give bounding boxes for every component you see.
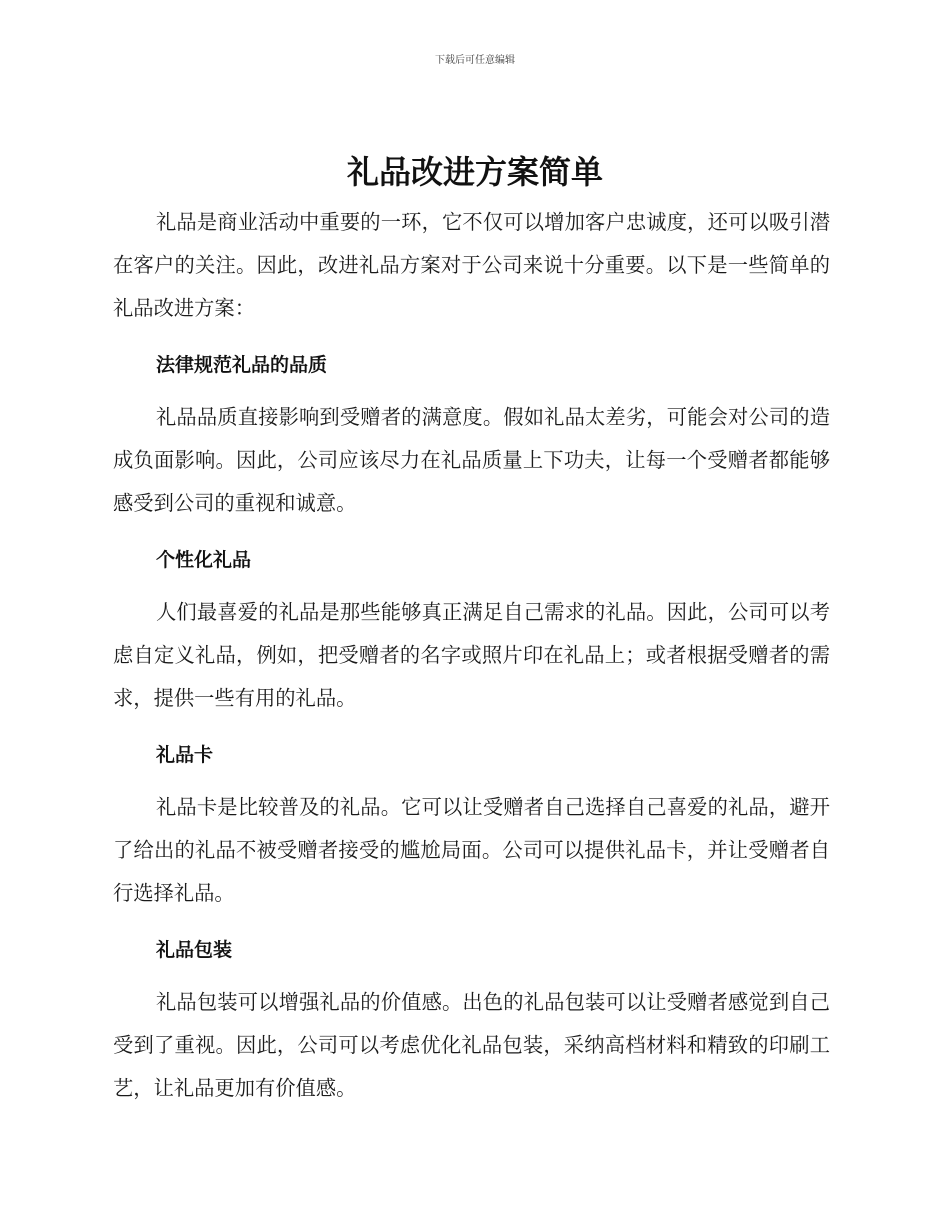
section-body-personalized: 人们最喜爱的礼品是那些能够真正满足自己需求的礼品。因此，公司可以考虑自定义礼品，例如，把受赠者的名字或照片印在礼品上；或者根据受赠者的需求，提供一些有用的礼品。 bbox=[113, 600, 830, 710]
spacer bbox=[113, 720, 830, 734]
section-body-quality: 礼品品质直接影响到受赠者的满意度。假如礼品太差劣，可能会对公司的造成负面影响。因此，公司应该尽力在礼品质量上下功夫，让每一个受赠者都能够感受到公司的重视和诚意。 bbox=[113, 405, 830, 515]
section-heading-packaging: 礼品包装 bbox=[156, 939, 233, 961]
section-body-gift-card: 礼品卡是比较普及的礼品。它可以让受赠者自己选择自己喜爱的礼品，避开了给出的礼品不被受赠者接受的尴尬局面。公司可以提供礼品卡，并让受赠者自行选择礼品。 bbox=[113, 795, 830, 905]
page-header-note: 下载后可任意编辑 bbox=[435, 55, 515, 66]
section-heading-gift-card: 礼品卡 bbox=[156, 744, 214, 766]
section-heading-quality: 法律规范礼品的品质 bbox=[156, 354, 328, 376]
section-body-packaging: 礼品包装可以增强礼品的价值感。出色的礼品包装可以让受赠者感觉到自己受到了重视。因此，公司可以考虑优化礼品包装，采纳高档材料和精致的印刷工艺，让礼品更加有价值感。 bbox=[113, 990, 830, 1100]
intro-paragraph: 礼品是商业活动中重要的一环，它不仅可以增加客户忠诚度，还可以吸引潜在客户的关注。因此，改进礼品方案对于公司来说十分重要。以下是一些简单的礼品改进方案： bbox=[113, 210, 830, 320]
spacer bbox=[113, 915, 830, 929]
spacer bbox=[113, 776, 830, 786]
spacer bbox=[113, 386, 830, 396]
document-body bbox=[113, 201, 830, 1110]
spacer bbox=[113, 330, 830, 344]
spacer bbox=[113, 971, 830, 981]
section-heading-personalized: 个性化礼品 bbox=[156, 549, 252, 571]
document-title: 礼品改进方案简单 bbox=[346, 153, 603, 191]
spacer bbox=[113, 581, 830, 591]
spacer bbox=[113, 525, 830, 539]
